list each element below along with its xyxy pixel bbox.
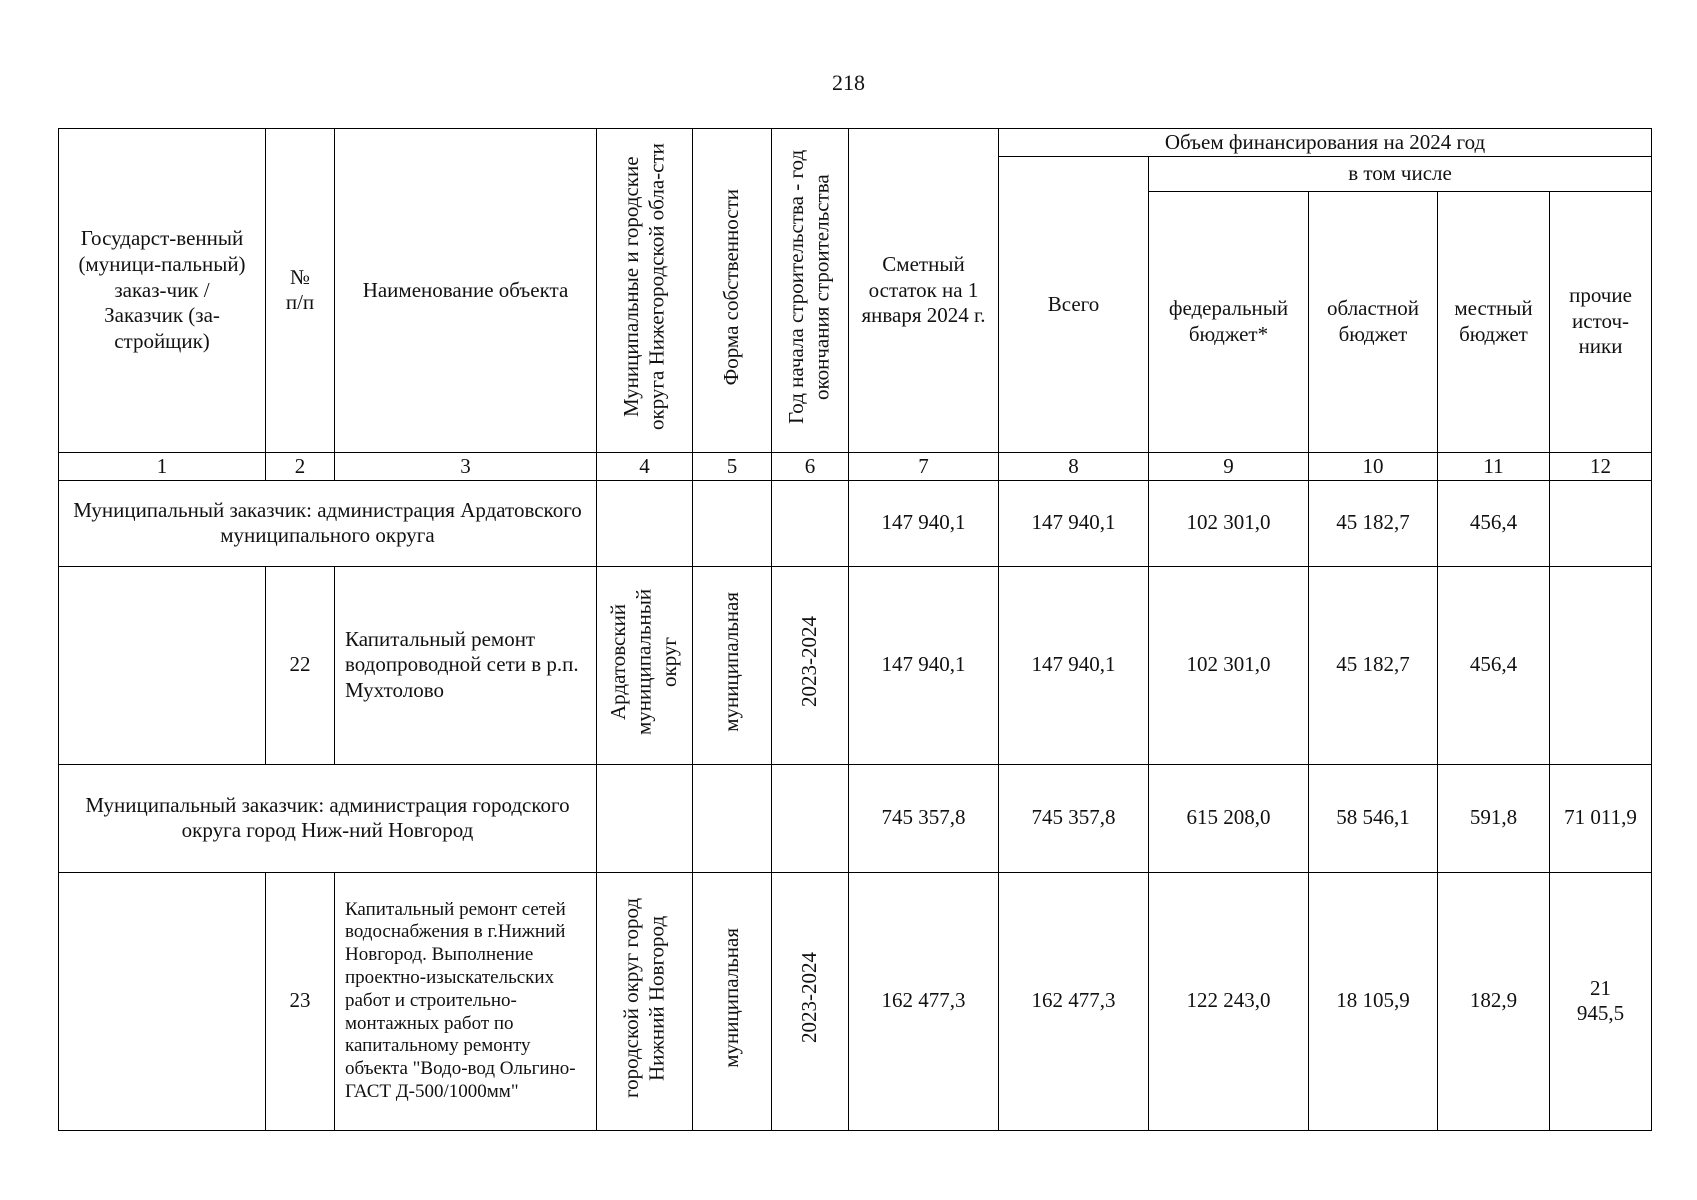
object-number: 22 <box>266 566 335 764</box>
other-value <box>1550 566 1652 764</box>
header-ownership: Форма собственности <box>693 129 772 453</box>
empty-cell <box>693 480 772 566</box>
regional-value: 58 546,1 <box>1309 764 1438 872</box>
regional-value: 18 105,9 <box>1309 872 1438 1130</box>
header-funding-group: Объем финансирования на 2024 год <box>999 129 1652 157</box>
column-number: 12 <box>1550 452 1652 480</box>
column-number: 6 <box>772 452 849 480</box>
header-other: прочие источ-ники <box>1550 191 1652 452</box>
column-number: 10 <box>1309 452 1438 480</box>
page-number: 218 <box>832 70 865 95</box>
column-number: 2 <box>266 452 335 480</box>
customer-group-row <box>59 764 1652 872</box>
federal-value: 122 243,0 <box>1149 872 1309 1130</box>
federal-value: 102 301,0 <box>1149 566 1309 764</box>
empty-cell <box>693 764 772 872</box>
object-years: 2023-2024 <box>772 872 849 1130</box>
total-value: 162 477,3 <box>999 872 1149 1130</box>
column-number: 4 <box>597 452 693 480</box>
federal-value: 102 301,0 <box>1149 480 1309 566</box>
header-regional: областной бюджет <box>1309 191 1438 452</box>
object-name: Капитальный ремонт водопроводной сети в р.п. Мухтолово <box>335 566 597 764</box>
empty-cell <box>597 480 693 566</box>
column-number: 3 <box>335 452 597 480</box>
estimate-value: 147 940,1 <box>849 566 999 764</box>
column-number: 1 <box>59 452 266 480</box>
column-number: 9 <box>1149 452 1309 480</box>
header-number: № п/п <box>266 129 335 453</box>
object-municipality: городской округ город Нижний Новгород <box>597 872 693 1130</box>
object-ownership: муниципальная <box>693 872 772 1130</box>
header-estimate: Сметный остаток на 1 января 2024 г. <box>849 129 999 453</box>
header-federal: федеральный бюджет* <box>1149 191 1309 452</box>
header-total: Всего <box>999 157 1149 453</box>
local-value: 456,4 <box>1438 566 1550 764</box>
object-years: 2023-2024 <box>772 566 849 764</box>
object-row <box>59 872 1652 1130</box>
header-object-name: Наименование объекта <box>335 129 597 453</box>
header-row <box>59 129 1652 157</box>
header-municipalities: Муниципальные и городские округа Нижегородской обла-сти <box>597 129 693 453</box>
column-number: 7 <box>849 452 999 480</box>
other-value: 71 011,9 <box>1550 764 1652 872</box>
empty-cell <box>597 764 693 872</box>
column-number: 11 <box>1438 452 1550 480</box>
other-value <box>1550 480 1652 566</box>
header-local: местный бюджет <box>1438 191 1550 452</box>
local-value: 182,9 <box>1438 872 1550 1130</box>
regional-value: 45 182,7 <box>1309 566 1438 764</box>
header-including: в том числе <box>1149 157 1652 192</box>
estimate-value: 162 477,3 <box>849 872 999 1130</box>
object-name: Капитальный ремонт сетей водоснабжения в г.Нижний Новгород. Выполнение проектно-изыскательских работ и строительно-монтажных работ по капитальному ремонту объекта "Водо-вод Ольгино-ГАСТ Д-500/1000мм" <box>335 872 597 1130</box>
total-value: 147 940,1 <box>999 480 1149 566</box>
customer-group-row <box>59 480 1652 566</box>
column-number: 8 <box>999 452 1149 480</box>
federal-value: 615 208,0 <box>1149 764 1309 872</box>
object-number: 23 <box>266 872 335 1130</box>
customer-group-title: Муниципальный заказчик: администрация Ардатовского муниципального округа <box>59 480 597 566</box>
header-years: Год начала строительства - год окончания строительства <box>772 129 849 453</box>
empty-cell <box>772 764 849 872</box>
object-municipality: Ардатовский муниципальный округ <box>597 566 693 764</box>
regional-value: 45 182,7 <box>1309 480 1438 566</box>
financing-table <box>58 128 1652 1131</box>
local-value: 456,4 <box>1438 480 1550 566</box>
object-ownership: муниципальная <box>693 566 772 764</box>
empty-cell <box>59 872 266 1130</box>
customer-group-title: Муниципальный заказчик: администрация городского округа город Ниж-ний Новгород <box>59 764 597 872</box>
empty-cell <box>59 566 266 764</box>
column-number: 5 <box>693 452 772 480</box>
local-value: 591,8 <box>1438 764 1550 872</box>
total-value: 147 940,1 <box>999 566 1149 764</box>
object-row <box>59 566 1652 764</box>
estimate-value: 147 940,1 <box>849 480 999 566</box>
header-customer: Государст-венный (муници-пальный) заказ-чик / Заказчик (за-стройщик) <box>59 129 266 453</box>
total-value: 745 357,8 <box>999 764 1149 872</box>
column-numbers-row <box>59 452 1652 480</box>
estimate-value: 745 357,8 <box>849 764 999 872</box>
empty-cell <box>772 480 849 566</box>
other-value: 21 945,5 <box>1550 872 1652 1130</box>
